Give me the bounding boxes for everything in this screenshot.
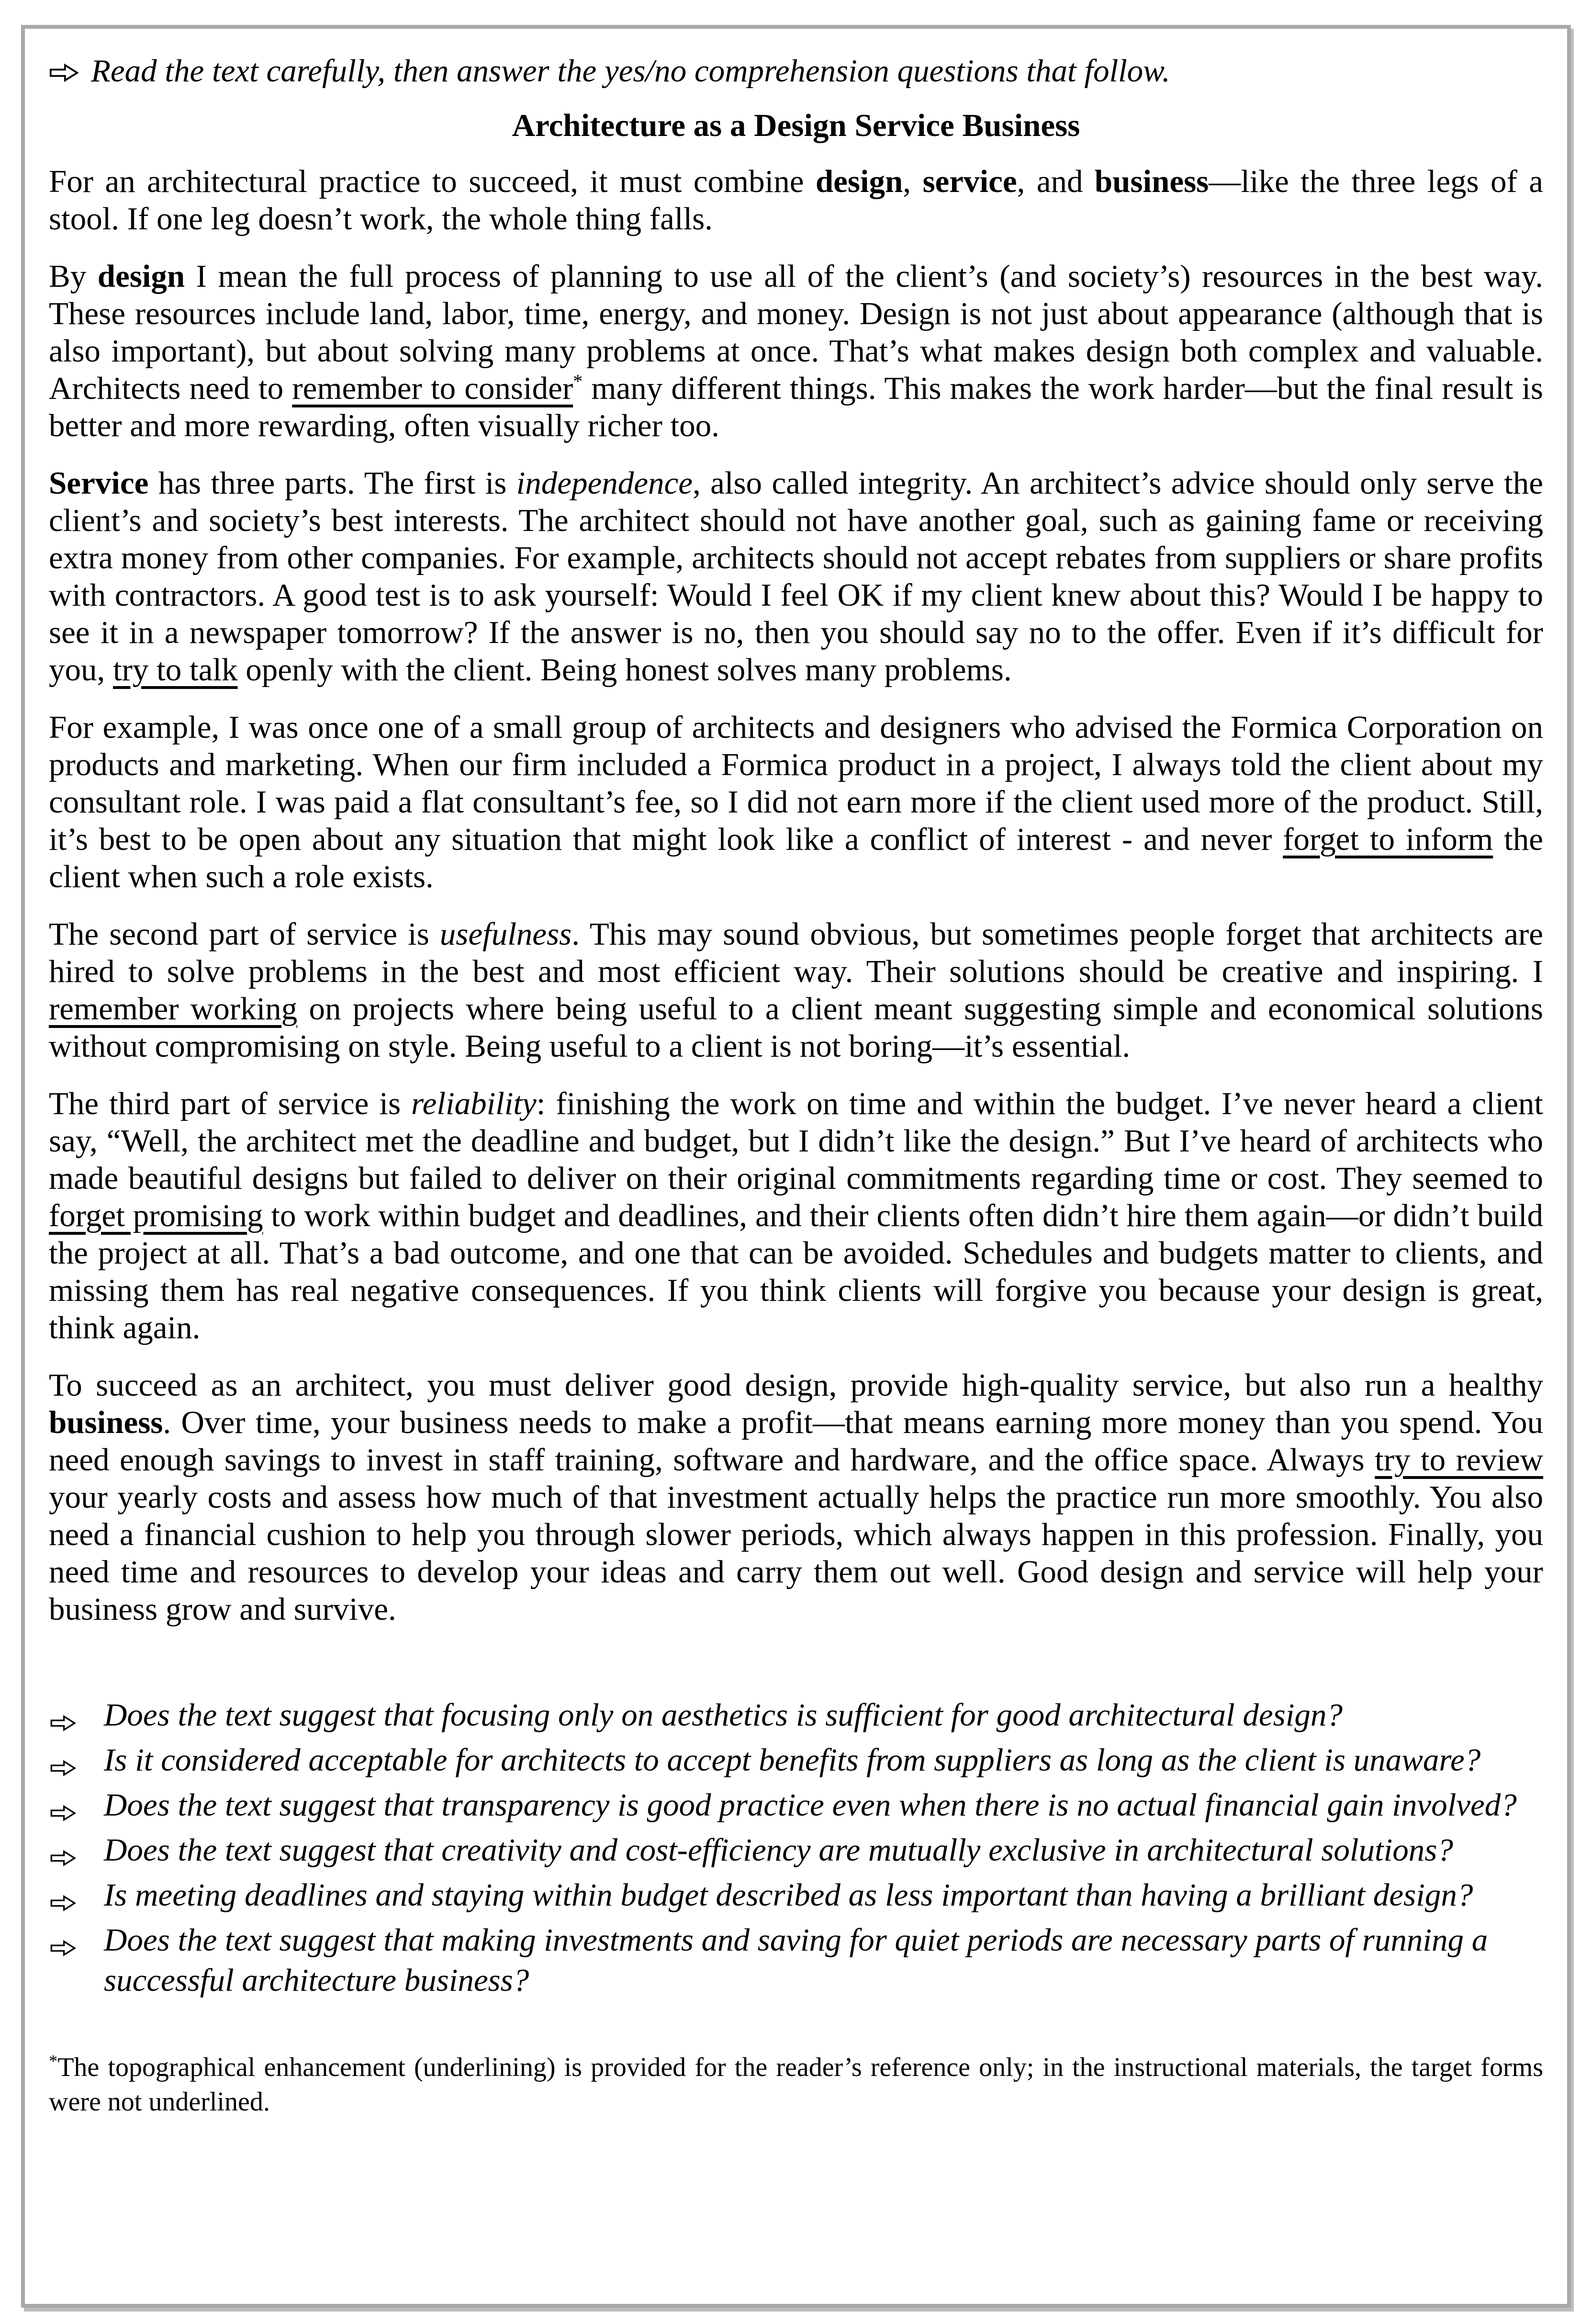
question-text: Is it considered acceptable for architects to accept benefits from suppliers as long as the client is unaware? xyxy=(104,1742,1481,1778)
text-run: The second part of service is xyxy=(49,916,440,952)
text-run: The third part of service is xyxy=(49,1086,412,1121)
paragraph xyxy=(49,464,1543,688)
paragraph xyxy=(49,163,1543,237)
text-run: many different things. This makes the work harder—but the final result is better and more rewarding, often visually richer too. xyxy=(49,371,1544,443)
text-run: has three parts. The first is xyxy=(148,465,516,501)
instruction-text: Read the text carefully, then answer the yes/no comprehension questions that follow. xyxy=(91,53,1170,89)
footnote-ref-asterisk: * xyxy=(573,370,583,392)
question-list xyxy=(49,1695,1543,2000)
text-run: design xyxy=(815,164,903,199)
question-item xyxy=(49,1830,1543,1870)
text-run: business xyxy=(1094,164,1209,199)
footnote-marker: * xyxy=(49,2051,58,2071)
text-run: , also called integrity. An architect’s advice should only serve the client’s and society’s best interests. The architect should not have another goal, such as gaining fame or receiving extra money from other companies. For example, architects should not accept rebates from suppliers or share profits with contractors. A good test is to ask yourself: Would I feel OK if my client knew about this? Would I be happy to see it in a newspaper tomorrow? If the answer is no, then you should say no to the offer. Even if it’s difficult for you, xyxy=(49,465,1543,688)
text-run: openly with the client. Being honest solves many problems. xyxy=(237,652,1012,688)
text-run: For example, I was once one of a small group of architects and designers who advised the Formica Corporation on products and marketing. When our firm included a Formica product in a project, I always told the client about my consultant role. I was paid a flat consultant’s fee, so I did not earn more if the client used more of the product. Still, it’s best to be open about any situation that might look like a conflict of interest - and never xyxy=(49,710,1543,857)
footnote xyxy=(49,2050,1543,2119)
text-run: —like the three legs of a stool. If one leg doesn’t work, the whole thing falls. xyxy=(49,164,1543,237)
text-run: remember to consider xyxy=(292,371,573,406)
paragraph xyxy=(49,1366,1543,1628)
page-title: Architecture as a Design Service Business xyxy=(512,108,1080,143)
article-body xyxy=(49,163,1543,1628)
question-item xyxy=(49,1875,1543,1915)
question-text: Does the text suggest that creativity and cost-efficiency are mutually exclusive in architectural solutions? xyxy=(104,1832,1453,1868)
text-run: : finishing the work on time and within the budget. I’ve never heard a client say, “Well, the architect met the deadline and budget, but I didn’t like the design.” But I’ve heard of architects who made beautiful designs but failed to deliver on their original commitments regarding time or cost. They seemed to xyxy=(49,1086,1543,1196)
question-text: Does the text suggest that focusing only on aesthetics is sufficient for good architectural design? xyxy=(104,1697,1343,1733)
arrow-icon xyxy=(50,1747,77,1787)
text-run: business xyxy=(49,1405,163,1440)
text-run: , xyxy=(903,164,923,199)
text-run: . This may sound obvious, but sometimes people forget that architects are hired to solve problems in the best and most efficient way. Their solutions should be creative and inspiring. I xyxy=(49,916,1544,989)
text-run: service xyxy=(922,164,1017,199)
text-run: usefulness xyxy=(439,916,572,952)
arrow-icon xyxy=(50,1702,77,1742)
text-run: forget promising xyxy=(49,1198,263,1233)
question-item xyxy=(49,1740,1543,1780)
arrow-icon xyxy=(50,1927,77,1967)
arrow-icon xyxy=(49,53,79,93)
arrow-icon xyxy=(50,1837,77,1877)
instruction-line xyxy=(49,51,1543,93)
text-run: forget to inform xyxy=(1283,822,1493,857)
question-text: Is meeting deadlines and staying within budget described as less important than having a brilliant design? xyxy=(104,1877,1473,1913)
question-item xyxy=(49,1785,1543,1825)
text-run: remember working xyxy=(49,991,298,1027)
text-run: the client when such a role exists. xyxy=(49,822,1544,894)
text-run: independence xyxy=(516,465,693,501)
footnote-text: The topographical enhancement (underlining) is provided for the reader’s reference only; in the instructional materials, the target forms were not underlined. xyxy=(49,2053,1543,2117)
text-run: try to talk xyxy=(113,652,238,688)
question-text: Does the text suggest that making investments and saving for quiet periods are necessary parts of running a successful architecture business? xyxy=(104,1922,1488,1998)
text-run: design xyxy=(97,259,185,294)
arrow-icon xyxy=(50,1792,77,1832)
paragraph xyxy=(49,1085,1543,1346)
text-run: . Over time, your business needs to make a profit—that means earning more money than you spend. You need enough savings to invest in staff training, software and hardware, and the office space. Always xyxy=(49,1405,1543,1478)
document-page xyxy=(21,25,1571,2308)
text-run: on projects where being useful to a client meant suggesting simple and economical solutions without compromising on style. Being useful to a client is not boring—it’s essential. xyxy=(49,991,1543,1064)
text-run: try to review xyxy=(1375,1442,1543,1478)
question-item xyxy=(49,1920,1543,2000)
text-run: By xyxy=(49,259,98,294)
paragraph xyxy=(49,258,1543,444)
text-run: To succeed as an architect, you must deliver good design, provide high-quality service, but also run a healthy xyxy=(49,1367,1543,1403)
paragraph xyxy=(49,709,1543,895)
text-run: your yearly costs and assess how much of that investment actually helps the practice run more smoothly. You also need a financial cushion to help you through slower periods, which always happen in this profession. Finally, you need time and resources to develop your ideas and carry them out well. Good design and service will help your business grow and survive. xyxy=(49,1479,1543,1627)
text-run: Service xyxy=(49,465,149,501)
arrow-icon xyxy=(50,1882,77,1922)
question-item xyxy=(49,1695,1543,1735)
text-run: For an architectural practice to succeed, it must combine xyxy=(49,164,816,199)
text-run: reliability xyxy=(411,1086,537,1121)
paragraph xyxy=(49,915,1543,1065)
text-run: , and xyxy=(1017,164,1095,199)
question-text: Does the text suggest that transparency is good practice even when there is no actual financial gain involved? xyxy=(104,1787,1517,1823)
text-run: to work within budget and deadlines, and their clients often didn’t hire them again—or didn’t build the project at all. That’s a bad outcome, and one that can be avoided. Schedules and budgets matter to clients, and missing them has real negative consequences. If you think clients will forgive you because your design is great, think again. xyxy=(49,1198,1543,1345)
text-run: I mean the full process of planning to use all of the client’s (and society’s) resources in the best way. These resources include land, labor, time, energy, and money. Design is not just about appearance (although that is also important), but about solving many problems at once. That’s what makes design both complex and valuable. Architects need to xyxy=(49,259,1543,406)
